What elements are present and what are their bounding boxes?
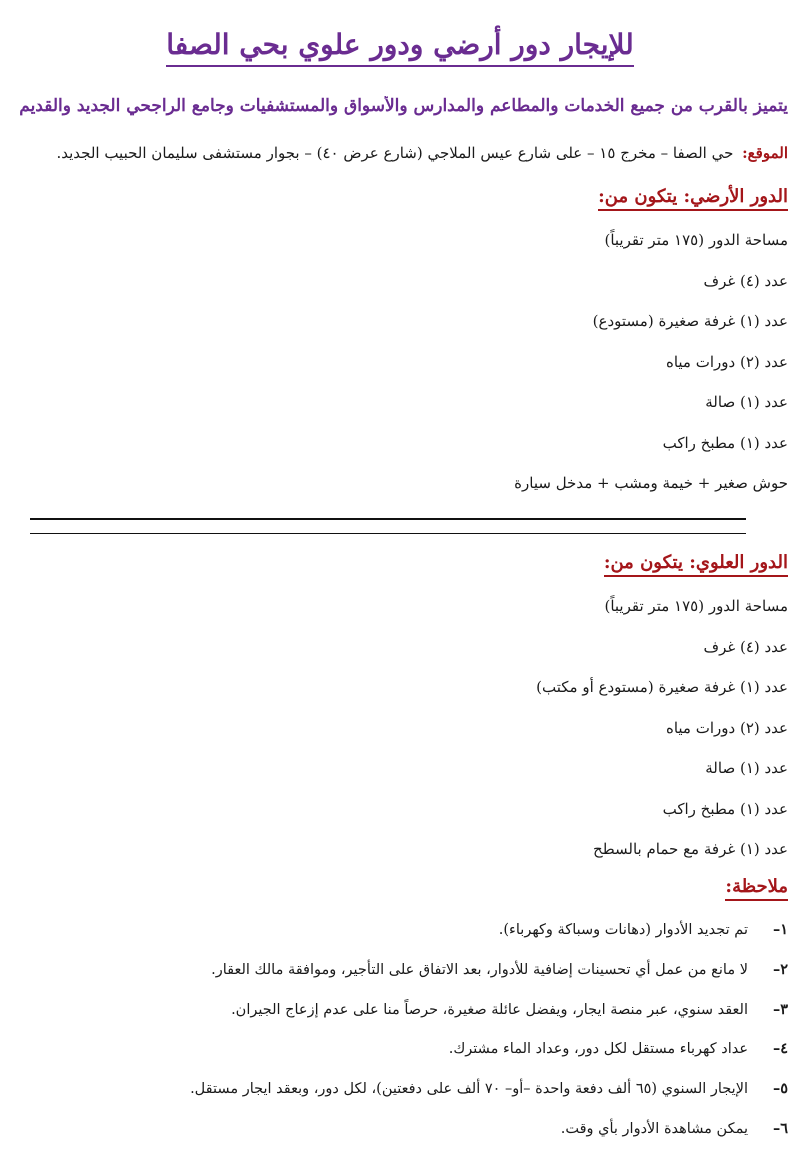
page-title	[0, 28, 800, 61]
note-number: ٥–	[772, 1080, 788, 1098]
list-item: عدد (١) غرفة صغيرة (مستودع)	[592, 312, 788, 330]
section-divider	[30, 518, 746, 520]
notes-heading	[725, 876, 788, 897]
list-item: عدد (١) غرفة مع حمام بالسطح	[593, 840, 788, 858]
list-item: عدد (١) صالة	[705, 759, 788, 777]
ground-floor-heading-text: الدور الأرضي: يتكون من:	[598, 186, 788, 211]
note-item	[0, 958, 788, 998]
list-item: مساحة الدور (١٧٥ متر تقريباً)	[604, 597, 788, 615]
note-item	[0, 1117, 788, 1157]
notes-list	[0, 918, 788, 1157]
note-number: ١–	[772, 921, 788, 938]
notes-heading-text: ملاحظة:	[725, 876, 788, 901]
location-line	[0, 144, 788, 162]
note-number: ٤–	[772, 1040, 788, 1058]
list-item: عدد (٤) غرف	[703, 637, 788, 656]
tagline: يتميز بالقرب من جميع الخدمات والمطاعم والمدارس والأسواق والمستشفيات وجامع الراجحي الجديد والقديم	[19, 96, 788, 116]
list-item: حوش صغير + خيمة ومشب + مدخل سيارة	[514, 474, 788, 492]
ground-floor-list	[514, 228, 788, 512]
list-item: عدد (١) مطبخ راكب	[662, 799, 788, 818]
note-text: لا مانع من عمل أي تحسينات إضافية للأدوار، بعد الاتفاق على التأجير، وموافقة مالك العقار.	[211, 961, 748, 978]
note-text: الإيجار السنوي (٦٥ ألف دفعة واحدة –أو– ٧٠ ألف على دفعتين)، لكل دور، وبعقد ايجار مستقل.	[190, 1081, 748, 1098]
list-item: عدد (٤) غرف	[703, 271, 788, 290]
location-label: الموقع:	[742, 144, 788, 162]
list-item: مساحة الدور (١٧٥ متر تقريباً)	[604, 231, 788, 249]
note-text: عداد كهرباء مستقل لكل دور، وعداد الماء مشترك.	[448, 1041, 748, 1058]
note-number: ٣–	[772, 1000, 788, 1018]
list-item: عدد (٢) دورات مياه	[665, 718, 788, 737]
upper-floor-heading-text: الدور العلوي: يتكون من:	[604, 552, 788, 577]
note-number: ٦–	[772, 1119, 788, 1137]
note-item	[0, 918, 788, 958]
note-item	[0, 998, 788, 1038]
upper-floor-list	[536, 594, 788, 878]
note-item	[0, 1037, 788, 1077]
list-item: عدد (٢) دورات مياه	[665, 352, 788, 371]
list-item: عدد (١) غرفة صغيرة (مستودع أو مكتب)	[536, 678, 788, 696]
note-text: العقد سنوي، عبر منصة ايجار، ويفضل عائلة صغيرة، حرصاً منا على عدم إزعاج الجيران.	[231, 1001, 748, 1018]
location-text: حي الصفا – مخرج ١٥ – على شارع عيس الملاجي (شارع عرض ٤٠) – بجوار مستشفى سليمان الحبيب الجديد.	[56, 144, 734, 162]
list-item: عدد (١) صالة	[705, 393, 788, 411]
note-text: تم تجديد الأدوار (دهانات وسباكة وكهرباء).	[498, 922, 748, 938]
section-divider-lower	[30, 533, 746, 534]
note-text: يمكن مشاهدة الأدوار بأي وقت.	[560, 1120, 748, 1137]
ground-floor-heading	[598, 186, 788, 207]
note-number: ٢–	[772, 960, 788, 978]
upper-floor-heading	[604, 552, 788, 573]
page-title-text: للإيجار دور أرضي ودور علوي بحي الصفا	[166, 28, 633, 67]
note-item	[0, 1077, 788, 1117]
list-item: عدد (١) مطبخ راكب	[662, 433, 788, 452]
